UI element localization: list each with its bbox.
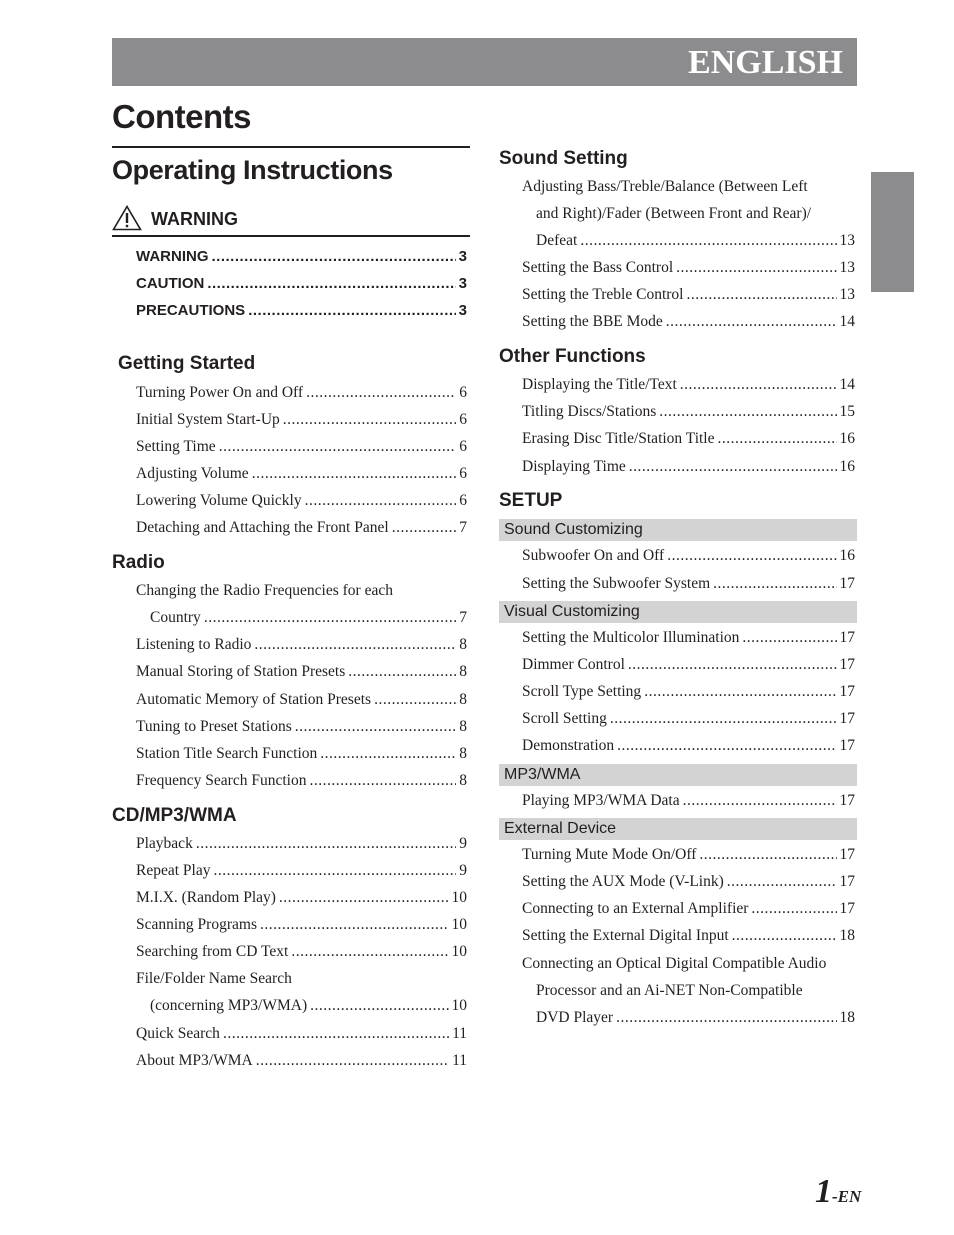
toc-entry[interactable]: Erasing Disc Title/Station Title ..... 16 [522,429,855,449]
subsection-label: External Device [504,820,617,837]
toc-entry[interactable]: Setting the Subwoofer System ..... 17 [522,574,855,594]
toc-entry[interactable]: Quick Search ..... 11 [136,1024,467,1044]
section-rule [112,146,470,148]
toc-entry[interactable]: Demonstration ..... 17 [522,736,855,756]
toc-entry[interactable]: Playback ..... 9 [136,834,467,854]
toc-entry[interactable]: Initial System Start-Up ..... 6 [136,410,467,430]
page-number-suffix: -EN [832,1187,862,1206]
operating-instructions-heading: Operating Instructions [112,155,393,185]
page-number-value: 1 [815,1173,832,1210]
warning-heading: WARNING [151,209,238,229]
toc-entry[interactable]: Setting the Multicolor Illumination ..... 17 [522,628,855,648]
warning-rule [112,235,470,237]
page-title: Contents [112,98,251,135]
subsection-label: Sound Customizing [504,521,643,538]
language-banner [112,38,857,86]
subsection-label: Visual Customizing [504,603,640,620]
warning-triangle-icon [112,205,142,231]
toc-entry[interactable]: Setting the Bass Control ..... 13 [522,258,855,278]
toc-entry[interactable]: Displaying Time ..... 16 [522,457,855,477]
toc-entry-line[interactable]: Adjusting Bass/Treble/Balance (Between Left [522,178,808,195]
toc-entry[interactable]: (concerning MP3/WMA) ..... 10 [150,996,467,1016]
toc-entry[interactable]: Playing MP3/WMA Data ..... 17 [522,791,855,811]
toc-entry[interactable]: Country ..... 7 [150,608,467,628]
language-title: ENGLISH [688,44,843,81]
page-number [815,1173,861,1211]
toc-entry[interactable]: Automatic Memory of Station Presets ..... 8 [136,690,467,710]
toc-entry[interactable]: Turning Power On and Off ..... 6 [136,383,467,403]
toc-entry[interactable]: CAUTION ..... 3 [136,274,467,294]
toc-entry[interactable]: Scanning Programs ..... 10 [136,915,467,935]
toc-entry[interactable]: Listening to Radio ..... 8 [136,635,467,655]
toc-entry[interactable]: Scroll Setting ..... 17 [522,709,855,729]
toc-entry[interactable]: Defeat ..... 13 [536,231,855,251]
cd-mp3-wma-heading: CD/MP3/WMA [112,805,237,826]
toc-entry[interactable]: Connecting to an External Amplifier ..... 17 [522,899,855,919]
toc-entry[interactable]: Manual Storing of Station Presets ..... 8 [136,662,467,682]
toc-entry[interactable]: Setting Time ..... 6 [136,437,467,457]
subsection-label: MP3/WMA [504,766,581,783]
toc-entry-line[interactable]: Processor and an Ai-NET Non-Compatible [536,982,803,999]
toc-entry[interactable]: Tuning to Preset Stations ..... 8 [136,717,467,737]
toc-entry[interactable]: Displaying the Title/Text ..... 14 [522,375,855,395]
toc-entry-line[interactable]: Changing the Radio Frequencies for each [136,582,393,599]
toc-entry[interactable]: Searching from CD Text ..... 10 [136,942,467,962]
toc-entry[interactable]: Setting the AUX Mode (V-Link) ..... 17 [522,872,855,892]
toc-entry-line[interactable]: and Right)/Fader (Between Front and Rear)/ [536,205,812,222]
toc-entry[interactable]: PRECAUTIONS ..... 3 [136,301,467,321]
toc-entry[interactable]: About MP3/WMA ..... 11 [136,1051,467,1071]
toc-entry[interactable]: Adjusting Volume ..... 6 [136,464,467,484]
toc-entry[interactable]: Setting the Treble Control ..... 13 [522,285,855,305]
toc-entry[interactable]: Lowering Volume Quickly ..... 6 [136,491,467,511]
toc-entry[interactable]: Turning Mute Mode On/Off ..... 17 [522,845,855,865]
setup-heading: SETUP [499,490,563,511]
toc-entry-line[interactable]: File/Folder Name Search [136,970,292,987]
subsection-bar-visual-customizing [499,601,857,623]
toc-entry[interactable]: Dimmer Control ..... 17 [522,655,855,675]
sound-setting-heading: Sound Setting [499,148,628,169]
toc-entry[interactable]: Scroll Type Setting ..... 17 [522,682,855,702]
toc-entry[interactable]: DVD Player ..... 18 [536,1008,855,1028]
toc-entry[interactable]: Setting the BBE Mode ..... 14 [522,312,855,332]
toc-entry-line[interactable]: Connecting an Optical Digital Compatible Audio [522,955,827,972]
radio-heading: Radio [112,552,165,573]
toc-entry[interactable]: M.I.X. (Random Play) ..... 10 [136,888,467,908]
toc-entry[interactable]: Detaching and Attaching the Front Panel ..... 7 [136,518,467,538]
other-functions-heading: Other Functions [499,346,646,367]
side-tab-marker [871,172,914,292]
toc-entry[interactable]: Setting the External Digital Input ..... 18 [522,926,855,946]
getting-started-heading: Getting Started [118,353,256,374]
subsection-bar-mp3-wma [499,764,857,786]
toc-entry[interactable]: Repeat Play ..... 9 [136,861,467,881]
toc-entry[interactable]: WARNING ..... 3 [136,247,467,267]
subsection-bar-external-device [499,818,857,840]
toc-entry[interactable]: Subwoofer On and Off ..... 16 [522,546,855,566]
toc-entry[interactable]: Station Title Search Function ..... 8 [136,744,467,764]
toc-entry[interactable]: Titling Discs/Stations ..... 15 [522,402,855,422]
subsection-bar-sound-customizing [499,519,857,541]
toc-entry[interactable]: Frequency Search Function ..... 8 [136,771,467,791]
